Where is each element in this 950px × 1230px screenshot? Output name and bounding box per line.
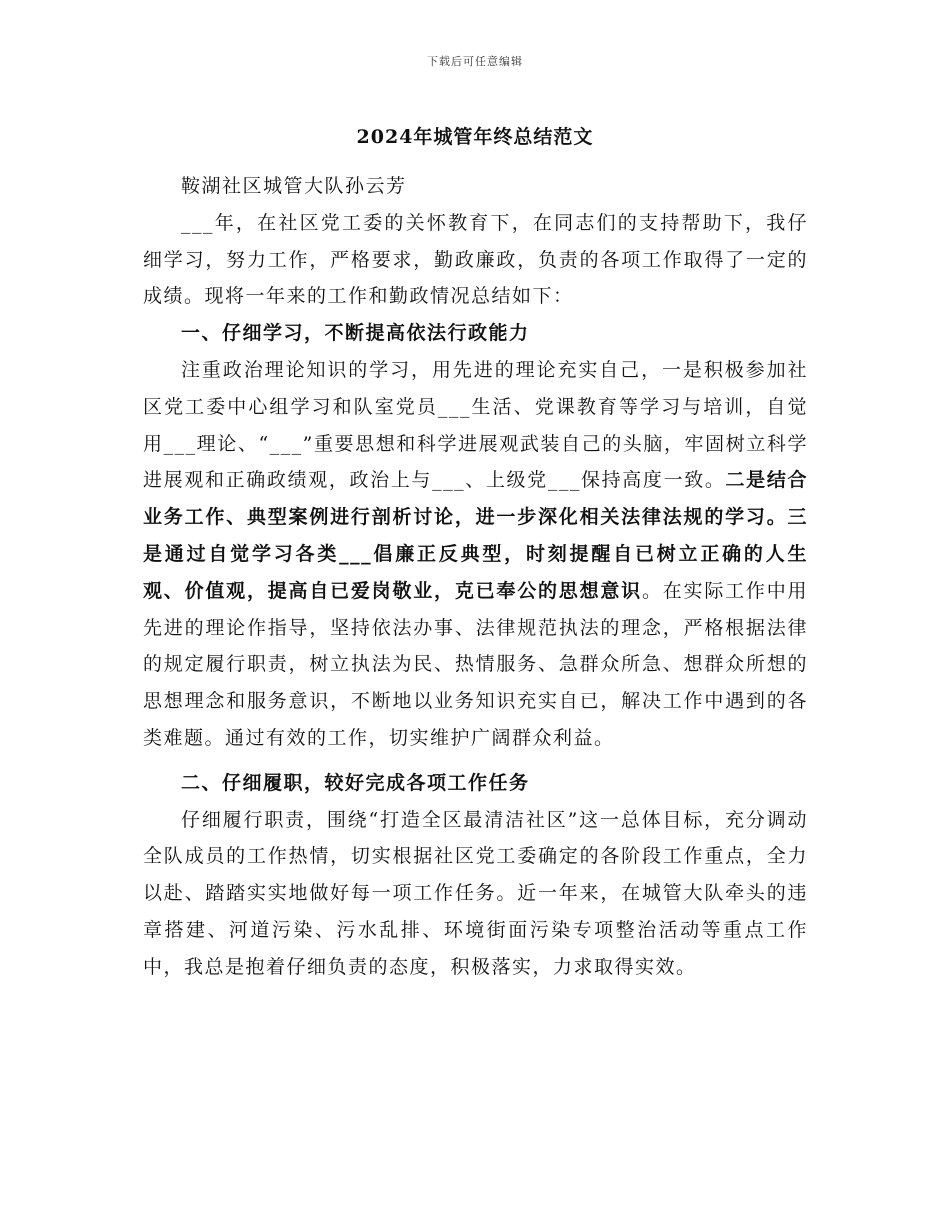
section-gap [143, 757, 808, 765]
header-note: 下载后可任意编辑 [427, 55, 523, 68]
section-2-paragraph: 仔细履行职责，围绕“打造全区最清洁社区”这一总体目标，充分调动全队成员的工作热情，切实根据社区党工委确定的各阶段工作重点，全力以赴、踏踏实实地做好每一项工作任务。近一年来，在城管大队牵头的违章搭建、河道污染、污水乱排、环境街面污染专项整治活动等重点工作中，我总是抱着仔细负责的态度，积极落实，力求取得实效。 [143, 808, 808, 978]
author-line: 鞍湖社区城管大队孙云芳 [181, 175, 407, 197]
section-1-paragraph [143, 352, 808, 757]
intro-paragraph: ___年，在社区党工委的关怀教育下，在同志们的支持帮助下，我仔细学习，努力工作，严格要求，勤政廉政，负责的各项工作取得了一定的成绩。现将一年来的工作和勤政情况总结如下： [143, 211, 808, 308]
section-2-heading: 二、仔细履职，较好完成各项工作任务 [181, 771, 530, 794]
document-title: 2024年城管年终总结范文 [356, 126, 594, 148]
section-1-text-part-2: 。在实际工作中用先进的理论作指导，坚持依法办事、法律规范执法的理念，严格根据法律的规定履行职责，树立执法为民、热情服务、急群众所急、想群众所想的思想理念和服务意识，不断地以业务知识充实自已，解决工作中遇到的各类难题。通过有效的工作，切实维护广阔群众利益。 [143, 579, 808, 749]
section-1-bold-text: 二是结合业务工作、典型案例进行剖析讨论，进一步深化相关法律法规的学习。三是通过自觉学习各类___倡廉正反典型，时刻提醒自已树立正确的人生观、价值观，提高自已爱岗敬业，克已奉公的思想意识 [143, 469, 808, 602]
document-body [143, 168, 808, 986]
section-1-heading: 一、仔细学习，不断提高依法行政能力 [181, 322, 530, 345]
section-1-text-part-1: 注重政治理论知识的学习，用先进的理论充实自己，一是积极参加社区党工委中心组学习和队室党员___生活、党课教育等学习与培训，自觉用___理论、“___”重要思想和科学进展观武装自己的头脑，牢固树立科学进展观和正确政绩观，政治上与___、上级党___保持高度一致。 [143, 358, 808, 492]
